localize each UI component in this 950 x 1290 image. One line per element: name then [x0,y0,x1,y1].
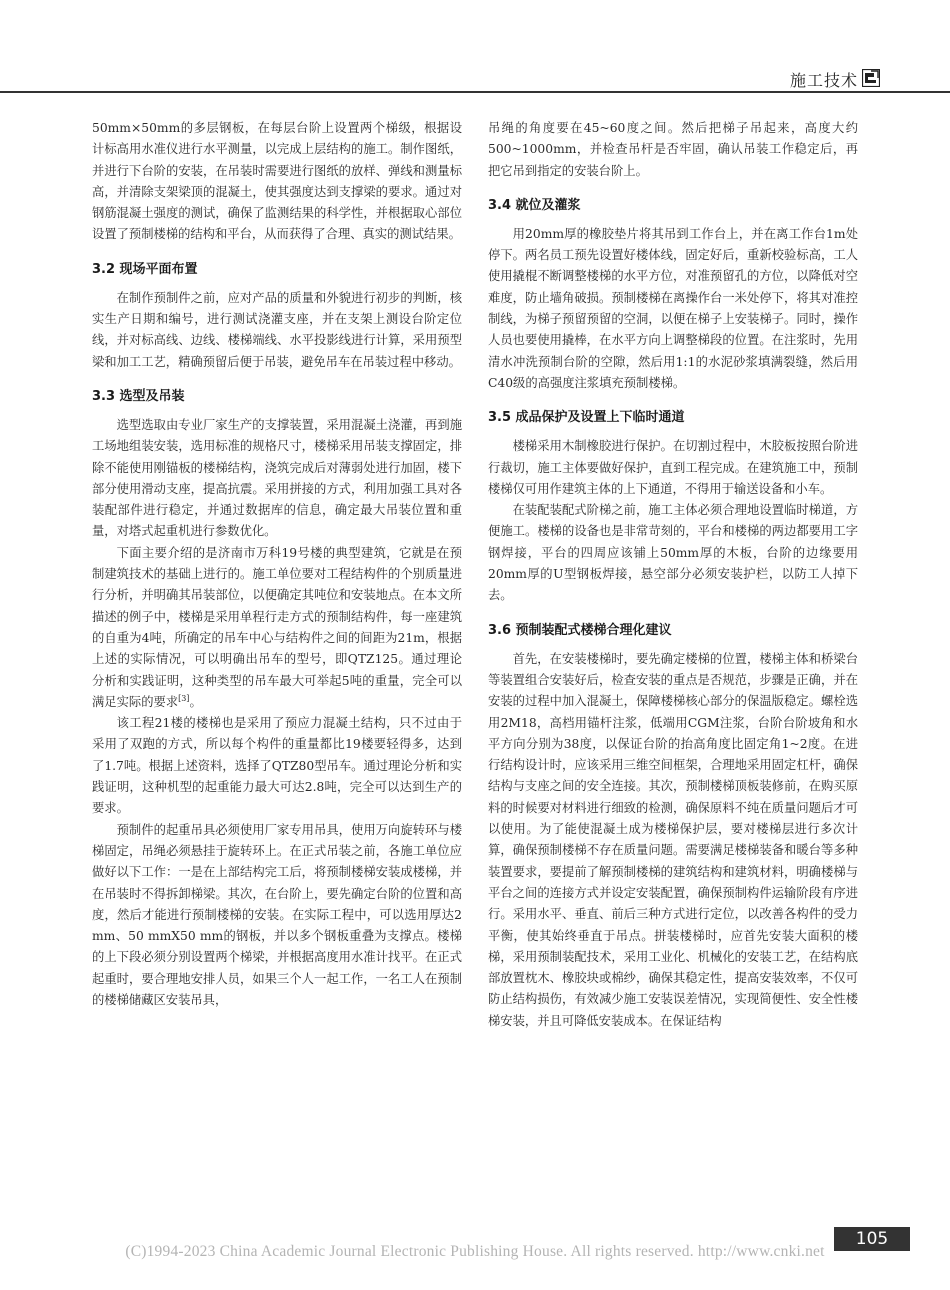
paragraph [92,543,462,713]
paragraph: 预制件的起重吊具必须使用厂家专用吊具，使用万向旋转环与楼梯固定，吊绳必须悬挂于旋转环上。在正式吊装之前，各施工单位应做好以下工作：一是在上部结构完工后，将预制楼梯安装成楼梯，并在吊装时不得拆卸梯梁。其次，在台阶上，要先确定台阶的位置和高度，然后才能进行预制楼梯的安装。在实际工程中，可以选用厚达2 mm、50 mmX50 mm的钢板，并以多个钢板重叠为支撑点。楼梯的上下段必须分别设置两个梯梁，并根据高度用水准计找平。在正式起重时，要合理地安排人员，如果三个人一起工作，一名工人在预制的楼梯储藏区安装吊具， [92,822,462,1007]
section-heading-3-3: 3.3 选型及吊装 [92,388,185,404]
right-column [488,118,858,1032]
paragraph-end: 。 [189,694,202,709]
section-heading-3-5: 3.5 成品保护及设置上下临时通道 [488,410,685,426]
paragraph: 50mm×50mm的多层钢板，在每层台阶上设置两个梯级，根据设计标高用水准仪进行水平测量，以完成上层结构的施工。制作图纸，并进行下台阶的安装，在吊装时需要进行图纸的放样、弹线和测量标高，并清除支架梁顶的混凝土，使其强度达到支撑梁的要求。通过对钢筋混凝土强度的测试，确保了监测结果的科学性，并根据取心部位设置了预制楼梯的结构和平台，从而获得了合理、真实的测试结果。 [92,121,462,242]
running-header [0,62,950,92]
section-title: 施工技术 [789,71,858,90]
header-rule [0,91,950,93]
journal-logo-icon [862,69,880,87]
paragraph: 吊绳的角度要在45~60度之间。然后把梯子吊起来，高度大约500~1000mm，并检查吊杆是否牢固，确认吊装工作稳定后，再把它吊到指定的安装台阶上。 [488,121,858,178]
paragraph: 选型选取由专业厂家生产的支撑装置，采用混凝土浇灌，再到施工场地组装安装，选用标准的规格尺寸，楼梯采用吊装支撑固定，排除不能使用刚锚板的楼梯结构，浇筑完成后对薄弱处进行加固，楼下部分使用滑动支座，提高抗震。采用拼接的方式，利用加强工具对各装配部件进行稳定，并通过数据库的信息，确定最大吊装位置和重量，对塔式起重机进行参数优化。 [92,417,462,539]
paragraph: 首先，在安装楼梯时，要先确定楼梯的位置，楼梯主体和桥梁台等装置组合安装好后，检查安装的重点是否规范，步骤是正确，并在安装的过程中加入混凝土，保障楼梯核心部分的保温版稳定。螺栓选用2M18，高档用锚杆注浆，低端用CGM注浆，台阶台阶坡角和水平方向分别为38度，以保证台阶的抬高角度比固定角1~2度。在进行结构设计时，应该采用三维空间框架，合理地采用固定杠杆，确保结构与支座之间的安全连接。其次，预制楼梯顶板装修前，在购买原料的时候要对材料进行细致的检测，确保原料不纯在质量问题后才可以使用。为了能使混凝土成为楼梯保护层，要对楼梯层进行多次计算，确保预制楼梯不存在质量问题。需要满足楼梯装备和暖台等多种装置要求，要提前了解预制楼梯的建筑结构和建筑材料，明确楼梯与平台之间的连接方式并设定安装配置，确保预制构件运输阶段有序进行。采用水平、垂直、前后三种方式进行定位，以改善各构件的受力平衡，使其始终垂直于吊点。拼装楼梯时，应首先安装大面积的楼梯，采用预制装配技术，采用工业化、机械化的安装工艺，在结构底部放置枕木、橡胶块或棉纱，确保其稳定性，提高安装效率，不仅可防止结构损伤，有效减少施工安装误差情况，实现简便性、安全性楼梯安装，并且可降低安装成本。在保证结构 [488,651,858,1028]
paragraph-text: 下面主要介绍的是济南市万科19号楼的典型建筑，它就是在预制建筑技术的基础上进行的。施工单位要对工程结构件的个别质量进行分析，并明确其吊装部位，以便确定其吨位和安装地点。在本文所描述的例子中，楼梯是采用单程行走方式的预制结构件，每一座建筑的自重为4吨，所确定的吊车中心与结构件之间的间距为21m，根据上述的实际情况，可以明确出吊车的型号，即QTZ125。通过理论分析和实践证明，这种类型的吊车最大可举起5吨的重量，完全可以满足实际的要求 [92,545,462,709]
section-heading-3-2: 3.2 现场平面布置 [92,261,198,277]
paragraph: 该工程21楼的楼梯也是采用了预应力混凝土结构，只不过由于采用了双跑的方式，所以每个构件的重量都比19楼要轻得多，达到了1.7吨。根据上述资料，选择了QTZ80型吊车。通过理论分析和实践证明，这种机型的起重能力最大可达2.8吨，完全可以达到生产的要求。 [92,716,462,816]
paragraph: 楼梯采用木制橡胶进行保护。在切割过程中，木胶板按照台阶进行裁切，施工主体要做好保护，直到工程完成。在建筑施工中，预制楼梯仅可用作建筑主体的上下通道，不得用于输送设备和小车。 [488,439,858,496]
citation-ref[interactable]: [3] [178,693,190,703]
section-heading-3-4: 3.4 就位及灌浆 [488,197,581,213]
paragraph: 用20mm厚的橡胶垫片将其吊到工作台上，并在离工作台1m处停下。两名员工预先设置好楼体线，固定好后，重新校验标高，工人使用撬棍不断调整楼梯的水平方位，对准预留孔的方位，以降低对空难度，防止墙角破损。预制楼梯在离操作台一米处停下，将其对准控制线，为梯子预留预留的空洞，以便在梯子上安装梯子。同时，操作人员也要使用撬棒，在水平方向上调整梯段的位置。在注浆时，先用清水冲洗预制台阶的空隙，然后用1:1的水泥砂浆填满裂缝，然后用C40级的高强度注浆填充预制楼梯。 [488,226,858,390]
paragraph: 在装配装配式阶梯之前，施工主体必须合理地设置临时梯道，方便施工。楼梯的设备也是非常苛刻的，平台和楼梯的两边都要用工字钢焊接，平台的四周应该铺上50mm厚的木板，台阶的边缘要用20mm厚的U型钢板焊接，悬空部分必须安装护栏，以防工人掉下去。 [488,503,858,603]
page-number: 105 [834,1227,910,1251]
paragraph: 在制作预制件之前，应对产品的质量和外貌进行初步的判断，核实生产日期和编号，进行测试浇灌支座，并在支架上测设台阶定位线，并对标高线、边线、楼梯端线、水平投影线进行计算，采用预型梁和加工工艺，精确预留后便于吊装，避免吊车在吊装过程中移动。 [92,290,462,369]
section-heading-3-6: 3.6 预制装配式楼梯合理化建议 [488,622,672,638]
left-column [92,118,462,1011]
copyright-footer: (C)1994-2023 China Academic Journal Electronic Publishing House. All rights reserved. http://www.cnki.net [125,1243,825,1260]
